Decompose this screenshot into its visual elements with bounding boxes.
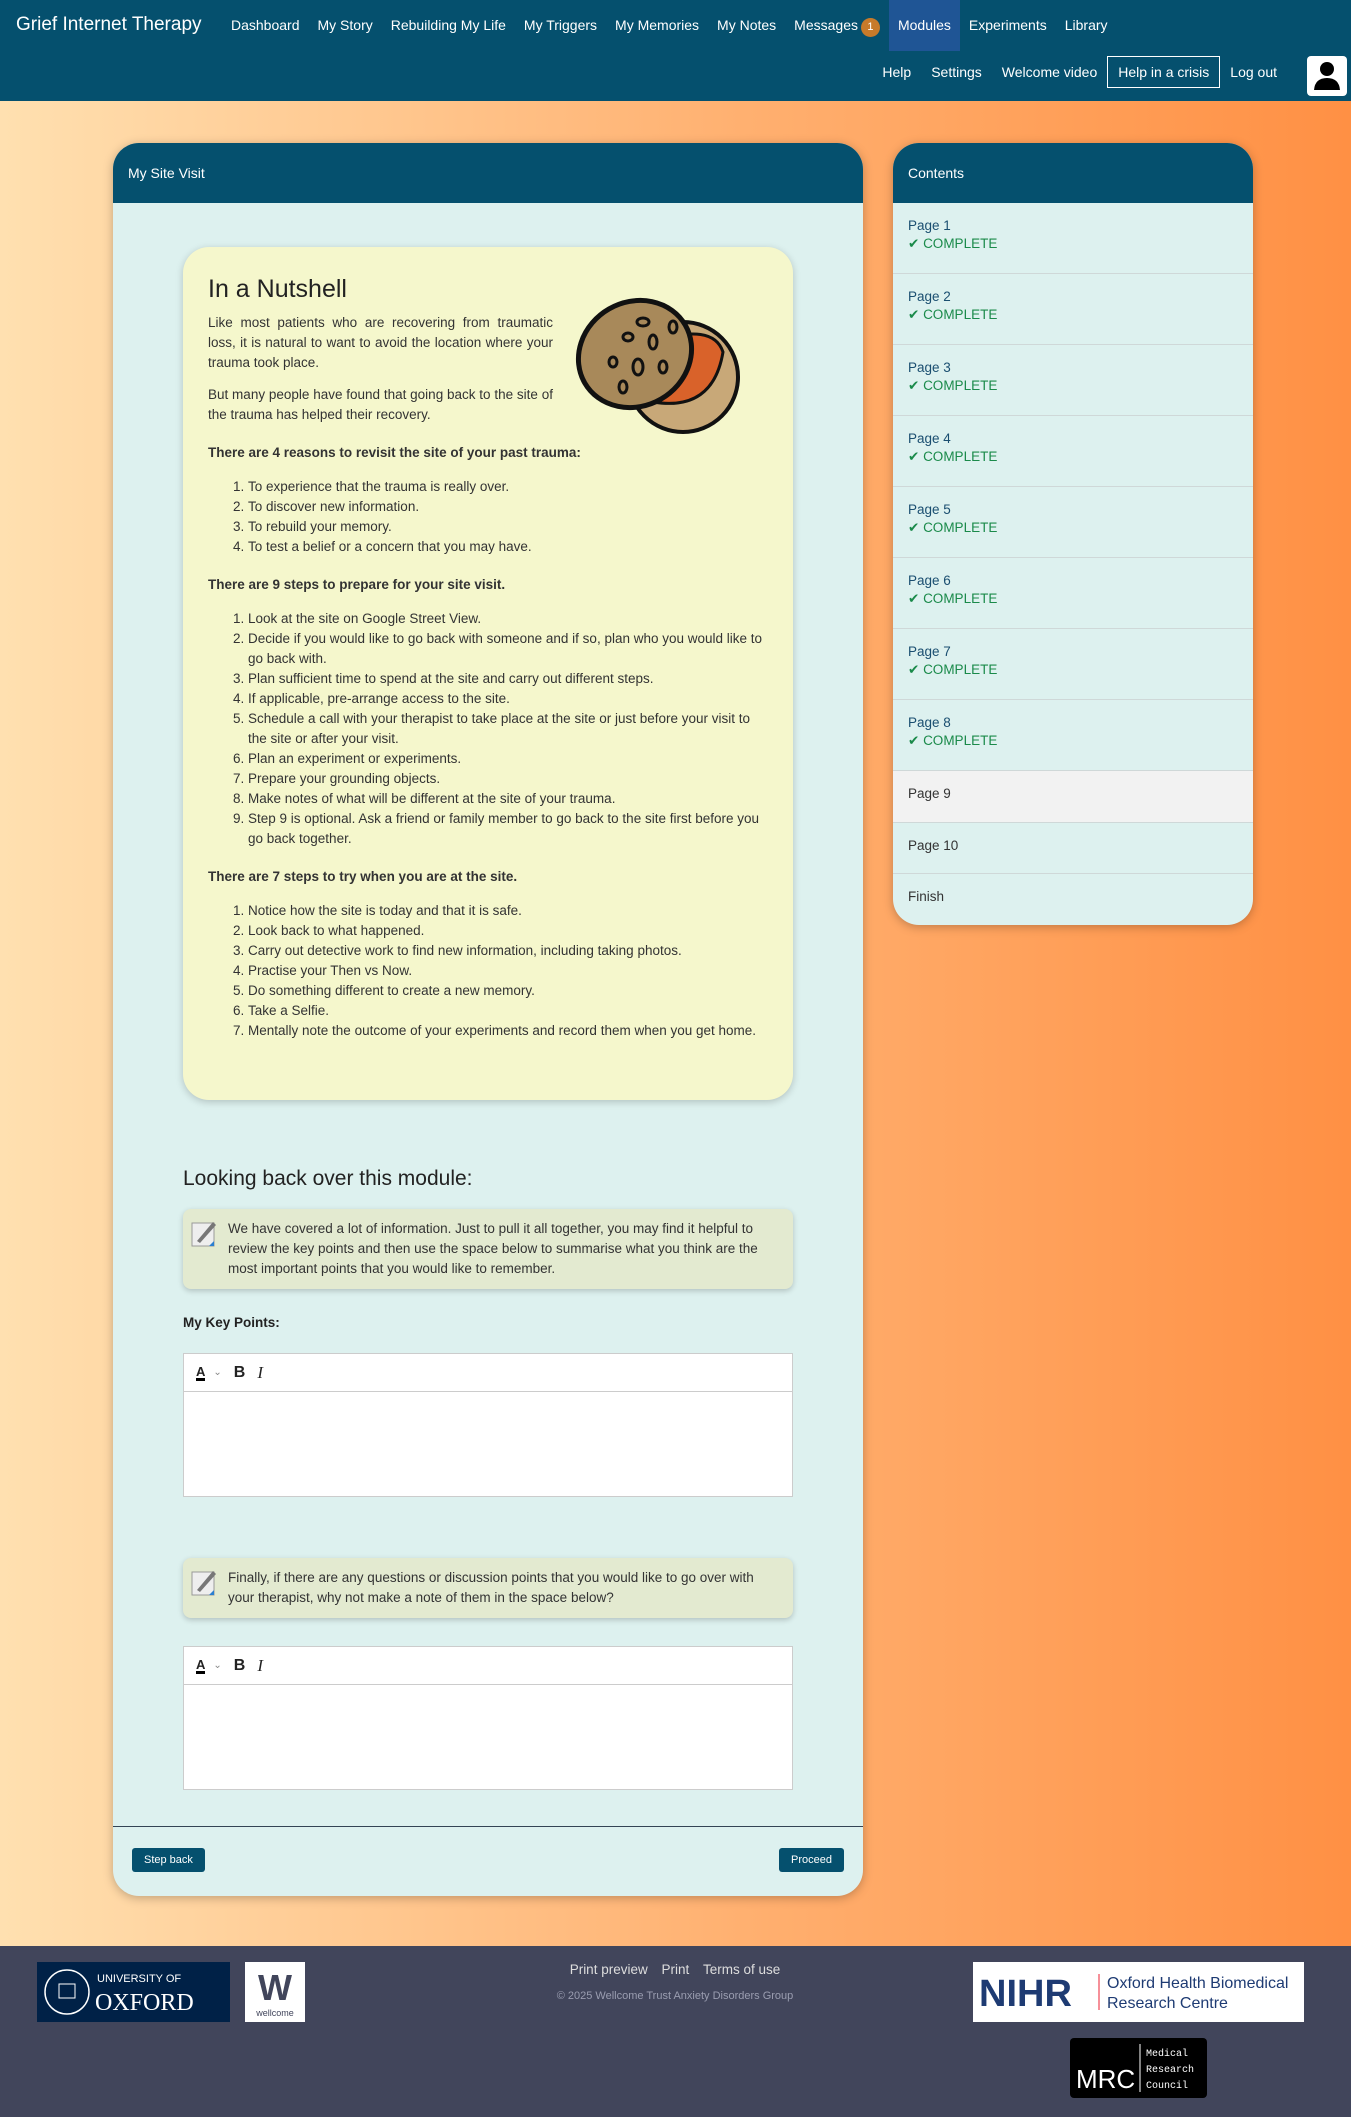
- contents-item[interactable]: [893, 629, 1253, 700]
- nav-my-story[interactable]: My Story: [317, 17, 373, 33]
- list-item: 4. Practise your Then vs Now.: [248, 961, 768, 981]
- nutshell-icon: [573, 282, 743, 443]
- copyright: © 2025 Wellcome Trust Anxiety Disorders Group: [556, 1990, 794, 2002]
- italic-button[interactable]: I: [257, 1362, 264, 1382]
- svg-text:Research: Research: [1146, 2065, 1195, 2076]
- primary-nav: [222, 0, 1117, 51]
- svg-text:Research Centre: Research Centre: [1107, 1995, 1228, 2012]
- check-icon: ✔: [908, 378, 924, 393]
- list-item: 1. To experience that the trauma is really over.: [248, 477, 768, 497]
- nav-messages[interactable]: [785, 0, 889, 51]
- app-title[interactable]: Grief Internet Therapy: [16, 14, 202, 35]
- status-text: COMPLETE: [923, 591, 998, 606]
- complete-status: [908, 591, 1238, 607]
- svg-text:wellcome: wellcome: [256, 2008, 294, 2018]
- svg-text:Council: Council: [1146, 2081, 1189, 2092]
- status-text: COMPLETE: [923, 733, 998, 748]
- page-label: Page 7: [908, 644, 951, 659]
- proceed-button[interactable]: Proceed: [779, 1848, 844, 1872]
- text-color-button[interactable]: A: [196, 1656, 206, 1672]
- page-label: Page 1: [908, 218, 951, 233]
- complete-status: [908, 236, 1238, 252]
- nav-settings[interactable]: Settings: [931, 64, 982, 80]
- list-item: 3. To rebuild your memory.: [248, 517, 768, 537]
- chevron-down-icon[interactable]: ⌄: [213, 1367, 222, 1378]
- page-label: Page 3: [908, 360, 951, 375]
- contents-item[interactable]: [893, 416, 1253, 487]
- check-icon: ✔: [908, 733, 924, 748]
- nav-rebuilding[interactable]: Rebuilding My Life: [390, 17, 506, 33]
- list-item: 3. Carry out detective work to find new information, including taking photos.: [248, 941, 768, 961]
- list-item: 2. Look back to what happened.: [248, 921, 768, 941]
- editor-toolbar: [184, 1354, 792, 1392]
- chevron-down-icon[interactable]: ⌄: [213, 1660, 222, 1671]
- check-icon: ✔: [908, 236, 924, 251]
- nav-library[interactable]: Library: [1064, 17, 1108, 33]
- user-avatar-icon[interactable]: [1307, 56, 1347, 96]
- secondary-nav: [872, 56, 1287, 88]
- contents-item[interactable]: [893, 274, 1253, 345]
- contents-card: [893, 143, 1253, 925]
- list-item: 3. Plan sufficient time to spend at the site and carry out different steps.: [248, 669, 768, 689]
- divider: [113, 1826, 863, 1827]
- step-back-button[interactable]: Step back: [132, 1848, 205, 1872]
- nav-help[interactable]: Help: [882, 64, 912, 80]
- print-preview-link[interactable]: Print preview: [569, 1962, 648, 1977]
- complete-status: [908, 378, 1238, 394]
- svg-text:Medical: Medical: [1146, 2049, 1189, 2060]
- key-points-editor[interactable]: [183, 1353, 793, 1497]
- help-in-crisis-button[interactable]: Help in a crisis: [1107, 56, 1220, 88]
- module-card: [113, 143, 863, 1896]
- print-link[interactable]: Print: [661, 1962, 690, 1977]
- bold-button[interactable]: B: [233, 1656, 246, 1674]
- svg-text:MRC: MRC: [1076, 2064, 1136, 2094]
- check-icon: ✔: [908, 449, 924, 464]
- nutshell-paragraph: But many people have found that going back to the site of the trauma has helped their recovery.: [208, 387, 553, 422]
- page-label: Page 2: [908, 289, 951, 304]
- questions-editor[interactable]: [183, 1646, 793, 1790]
- svg-text:OXFORD: OXFORD: [95, 1990, 194, 2016]
- contents-title: Contents: [893, 143, 1253, 203]
- nutshell-paragraph: Like most patients who are recovering from traumatic loss, it is natural to want to avoid the location where your trauma took place.: [208, 315, 553, 370]
- page-label: Page 4: [908, 431, 951, 446]
- list-item: 5. Do something different to create a new memory.: [248, 981, 768, 1001]
- prepare-list: [208, 609, 768, 849]
- contents-item-finish[interactable]: Finish: [908, 889, 945, 904]
- list-item: 5. Schedule a call with your therapist to take place at the site or just before your visit to the site or after your visit.: [248, 709, 768, 749]
- contents-item[interactable]: Page 10: [893, 823, 1253, 874]
- footer-links: [420, 1962, 930, 1977]
- key-points-label: My Key Points:: [183, 1315, 280, 1330]
- nav-messages-label: Messages: [794, 17, 858, 33]
- page-label: Page 5: [908, 502, 951, 517]
- note-box: [183, 1558, 793, 1618]
- reasons-list: [208, 477, 768, 557]
- contents-item[interactable]: [893, 203, 1253, 274]
- list-item: 2. To discover new information.: [248, 497, 768, 517]
- nav-notes[interactable]: My Notes: [717, 17, 777, 33]
- list-item: 9. Step 9 is optional. Ask a friend or family member to go back to the site first before you go back together.: [248, 809, 768, 849]
- list-item: 7. Prepare your grounding objects.: [248, 769, 768, 789]
- check-icon: ✔: [908, 662, 924, 677]
- status-text: COMPLETE: [923, 520, 998, 535]
- nihr-logo: [973, 1962, 1304, 2022]
- list-item: 8. Make notes of what will be different at the site of your trauma.: [248, 789, 768, 809]
- complete-status: [908, 449, 1238, 465]
- top-navbar: [0, 0, 1351, 101]
- contents-item[interactable]: [893, 558, 1253, 629]
- nutshell-card: [183, 247, 793, 1100]
- mrc-logo: [1070, 2038, 1207, 2098]
- page-label: Page 6: [908, 573, 951, 588]
- pencil-note-icon: [191, 1568, 217, 1596]
- note-box: [183, 1209, 793, 1289]
- nav-experiments[interactable]: Experiments: [968, 17, 1047, 33]
- oxford-logo: [37, 1962, 230, 2022]
- atsite-list: [208, 901, 768, 1041]
- contents-item[interactable]: [893, 487, 1253, 558]
- prepare-heading: There are 9 steps to prepare for your site visit.: [208, 577, 506, 592]
- status-text: COMPLETE: [923, 449, 998, 464]
- module-title: My Site Visit: [113, 143, 863, 203]
- complete-status: [908, 733, 1238, 749]
- list-item: 1. Notice how the site is today and that it is safe.: [248, 901, 768, 921]
- nav-modules[interactable]: Modules: [889, 0, 960, 51]
- bold-button[interactable]: B: [233, 1363, 246, 1381]
- list-item: 1. Look at the site on Google Street View.: [248, 609, 768, 629]
- contents-item[interactable]: [893, 345, 1253, 416]
- nav-triggers[interactable]: My Triggers: [523, 17, 598, 33]
- svg-text:W: W: [258, 1967, 292, 2008]
- check-icon: ✔: [908, 520, 924, 535]
- svg-text:NIHR: NIHR: [979, 1973, 1072, 2015]
- terms-link[interactable]: Terms of use: [703, 1962, 781, 1977]
- wellcome-logo: [245, 1962, 305, 2022]
- status-text: COMPLETE: [923, 662, 998, 677]
- text-color-button[interactable]: A: [196, 1363, 206, 1379]
- nav-welcome-video[interactable]: Welcome video: [1001, 64, 1098, 80]
- status-text: COMPLETE: [923, 378, 998, 393]
- status-text: COMPLETE: [923, 236, 998, 251]
- complete-status: [908, 307, 1238, 323]
- list-item: 6. Plan an experiment or experiments.: [248, 749, 768, 769]
- nav-dashboard[interactable]: Dashboard: [231, 17, 300, 33]
- atsite-heading: There are 7 steps to try when you are at the site.: [208, 869, 518, 884]
- svg-text:UNIVERSITY OF: UNIVERSITY OF: [97, 1973, 182, 1985]
- nav-memories[interactable]: My Memories: [615, 17, 700, 33]
- nutshell-heading: In a Nutshell: [208, 275, 347, 303]
- list-item: 2. Decide if you would like to go back with someone and if so, plan who you would like to go back with.: [248, 629, 768, 669]
- contents-item-current[interactable]: Page 9: [893, 771, 1253, 823]
- svg-text:Oxford Health Biomedical: Oxford Health Biomedical: [1107, 1975, 1289, 1992]
- pencil-note-icon: [191, 1219, 217, 1247]
- italic-button[interactable]: I: [257, 1655, 264, 1675]
- list-item: 7. Mentally note the outcome of your experiments and record them when you get home.: [248, 1021, 768, 1041]
- complete-status: [908, 662, 1238, 678]
- check-icon: ✔: [908, 591, 924, 606]
- check-icon: ✔: [908, 307, 924, 322]
- page-label: Page 8: [908, 715, 951, 730]
- contents-item[interactable]: [893, 700, 1253, 771]
- status-text: COMPLETE: [923, 307, 998, 322]
- list-item: 6. Take a Selfie.: [248, 1001, 768, 1021]
- list-item: 4. To test a belief or a concern that you may have.: [248, 537, 768, 557]
- messages-badge: 1: [861, 18, 880, 37]
- editor-toolbar: [184, 1647, 792, 1685]
- nav-logout[interactable]: Log out: [1230, 64, 1277, 80]
- complete-status: [908, 520, 1238, 536]
- looking-back-heading: Looking back over this module:: [183, 1167, 473, 1190]
- reasons-heading: There are 4 reasons to revisit the site of your past trauma:: [208, 445, 581, 460]
- list-item: 4. If applicable, pre-arrange access to the site.: [248, 689, 768, 709]
- note-text: Finally, if there are any questions or discussion points that you would like to go over with your therapist, why not make a note of them in the space below?: [228, 1570, 754, 1605]
- note-text: We have covered a lot of information. Just to pull it all together, you may find it helpful to review the key points and then use the space below to summarise what you think are the most important points that you would like to remember.: [228, 1221, 758, 1276]
